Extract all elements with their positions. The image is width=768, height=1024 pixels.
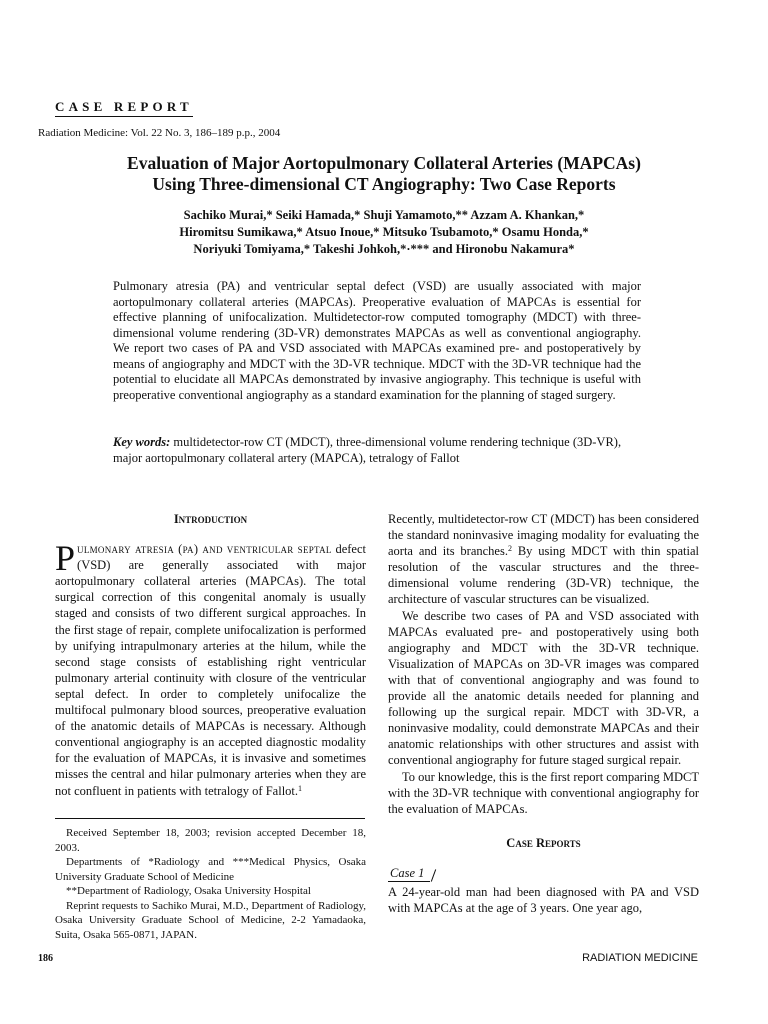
title-line-1: Evaluation of Major Aortopulmonary Collateral Arteries (MAPCAs) [127, 153, 641, 173]
case-1-paragraph: A 24-year-old man had been diagnosed with PA and VSD with MAPCAs at the age of 3 years. One year ago, [388, 884, 699, 916]
reference-2: 2 [507, 544, 512, 554]
authors-line-1: Sachiko Murai,* Seiki Hamada,* Shuji Yamamoto,** Azzam A. Khankan,* [183, 208, 585, 222]
journal-citation: Radiation Medicine: Vol. 22 No. 3, 186–189 p.p., 2004 [38, 127, 281, 139]
intro-opening-smallcaps: ulmonary atresia (pa) and ventricular septal [77, 542, 332, 557]
intro-paragraph-2-part-2: By using MDCT with thin spatial resolution of the vascular structures and the three-dimensional volume rendering (3D-VR) technique, the architecture of vascular structures can be visualized. [388, 544, 699, 607]
drop-cap: P [55, 538, 76, 579]
article-type-label: CASE REPORT [55, 99, 193, 117]
right-column [388, 511, 699, 916]
footnote-hospital: **Department of Radiology, Osaka University Hospital [66, 885, 311, 897]
footnote-reprint: Reprint requests to Sachiko Murai, M.D., Department of Radiology, Osaka University Graduate School of Medicine, 2-2 Yamadaoka, Suita, Osaka 565-0871, JAPAN. [55, 899, 366, 941]
page-number: 186 [38, 953, 53, 964]
footnote-departments: Departments of *Radiology and ***Medical Physics, Osaka University Graduate School of Medicine [55, 856, 366, 883]
title-line-2: Using Three-dimensional CT Angiography: Two Case Reports [152, 174, 616, 194]
introduction-heading: Introduction [173, 512, 248, 526]
intro-paragraph-2 [388, 511, 699, 608]
keywords [113, 435, 641, 466]
keywords-label: Key words: [113, 435, 171, 449]
author-list [38, 207, 730, 258]
keywords-text: multidetector-row CT (MDCT), three-dimensional volume rendering technique (3D-VR), major aortopulmonary collateral artery (MAPCA), tetralogy of Fallot [113, 435, 622, 465]
abstract: Pulmonary atresia (PA) and ventricular septal defect (VSD) are usually associated with major aortopulmonary collateral arteries (MAPCAs). Preoperative evaluation of MAPCAs is essential for effective planning of unifocalization. Multidetector-row computed tomography (MDCT) with three-dimensional volume rendering (3D-VR) demonstrates MAPCAs as well as conventional angiography. We report two cases of PA and VSD associated with MAPCAs examined pre- and postoperatively by means of angiography and MDCT with the 3D-VR technique. MDCT with the 3D-VR technique had the potential to elucidate all MAPCAs demonstrated by invasive angiography. This technique is useful with preoperative conventional angiography as a standard examination for the planning of staged surgery. [113, 279, 641, 402]
left-column [55, 511, 366, 799]
intro-paragraph-1 [55, 538, 366, 799]
authors-line-2: Hiromitsu Sumikawa,* Atsuo Inoue,* Mitsuko Tsubamoto,* Osamu Honda,* [179, 225, 589, 239]
intro-paragraph-2-part-1: Recently, multidetector-row CT (MDCT) has been considered the standard noninvasive imaging modality for evaluating the aorta and its branches. [388, 512, 699, 559]
case-reports-heading: Case Reports [506, 835, 581, 850]
case-1-label: Case 1 [388, 865, 430, 882]
footnotes [55, 826, 366, 942]
intro-paragraph-4: To our knowledge, this is the first report comparing MDCT with the 3D-VR technique with conventional angiography for the evaluation of MAPCAs. [388, 769, 699, 816]
authors-line-3: Noriyuki Tomiyama,* Takeshi Johkoh,*·*** and Hironobu Nakamura* [193, 242, 575, 256]
running-journal-name: RADIATION MEDICINE [582, 952, 698, 964]
intro-paragraph-1-text: defect (VSD) are generally associated with major aortopulmonary collateral arteries (MAPCAs). The total surgical correction of this congenital anomaly is usually staged and consists of two different surgical approaches. In the first stage of repair, complete unifocalization is performed by unifying intrapulmonary arteries at the hilum, while the second stage consists of establishing right ventricular pulmonary arterial continuity with closure of the ventricular septal defect. In order to completely unifocalize the multifocal pulmonary blood sources, preoperative evaluation of the anatomic details of MAPCAs is necessary. Although conventional angiography is an accepted diagnostic modality for the evaluation of MAPCAs, it is invasive and sometimes misses the central and hilar pulmonary arteries when they are not confluent in patients with tetralogy of Fallot. [55, 542, 366, 798]
footnote-rule [55, 818, 365, 819]
reference-1: 1 [298, 783, 303, 793]
case-1-label-wrap [388, 865, 699, 884]
footnote-received: Received September 18, 2003; revision accepted December 18, 2003. [55, 827, 366, 854]
article-title [38, 153, 730, 195]
intro-paragraph-3: We describe two cases of PA and VSD associated with MAPCAs evaluated pre- and postoperatively using both angiography and MDCT with the 3D-VR technique. Visualization of MAPCAs on 3D-VR images was compared with that of conventional angiography and was found to provide all the anatomic details needed for planning and following up the surgical repair. MDCT with 3D-VR, a noninvasive modality, could demonstrate MAPCAs and their anatomic relationships with other structures and assist with conventional angiography for future staged surgical repair. [388, 608, 699, 768]
